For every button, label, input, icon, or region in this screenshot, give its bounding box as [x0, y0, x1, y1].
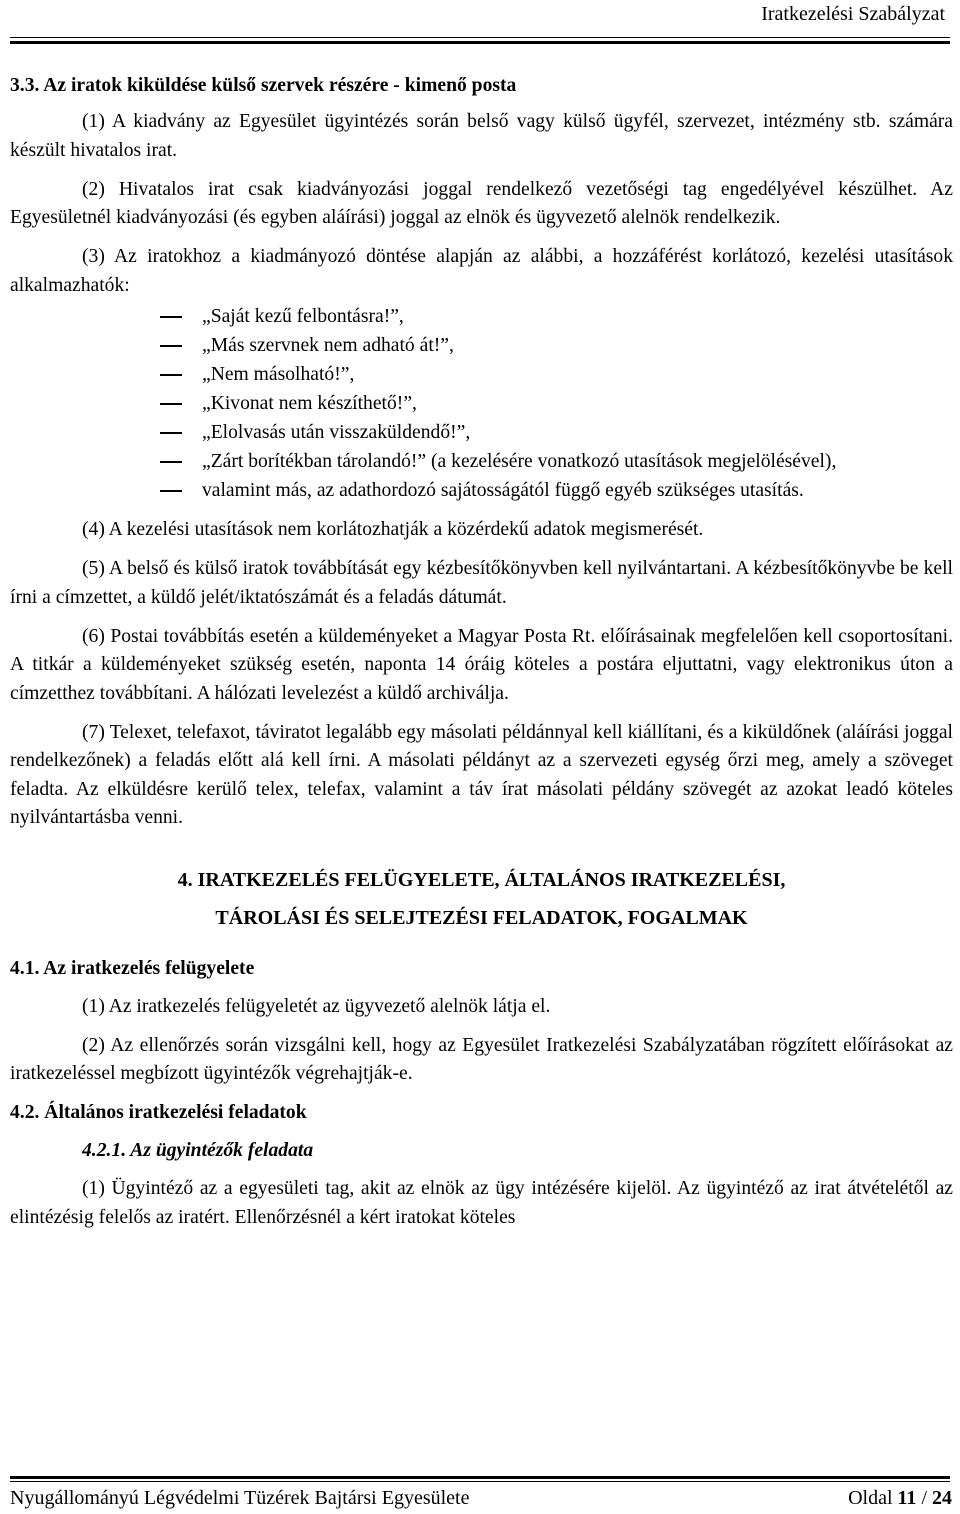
page-total: 24 [932, 1487, 952, 1509]
paragraph-3-3-7: (7) Telexet, telefaxot, táviratot legalább egy másolati példánnyal kell kiállítani, és a kiküldőnek (aláírási joggal rendelkezőnek) a feladás előtt alá kell írni. A másolati példányt az a szervezeti egység őrzi meg, amely a szöveget feladta. Az elküldésre kerülő telex, telefax, valamint a táv írat másolati példány szövegét az azokat leadó köteles nyilvántartásba venni. [10, 721, 953, 828]
subsection-heading-4-2-1: 4.2.1. Az ügyintézők feladata [82, 1140, 314, 1161]
paragraph-4-2-1-1: (1) Ügyintéző az a egyesületi tag, akit az elnök az ügy intézésére kijelöl. Az ügyintéző az irat átvételétől az elintézésig felelős az iratért. Ellenőrzésnél a kért iratokat köteles [10, 1178, 953, 1228]
section-heading-4-2: 4.2. Általános iratkezelési feladatok [10, 1102, 307, 1123]
running-header: Iratkezelési Szabályzat [761, 3, 945, 25]
paragraph-3-3-5: (5) A belső és külső iratok továbbítását egy kézbesítőkönyvben kell nyilvántartani. A kézbesítőkönyvbe be kell írni a címzettet, a küldő jelét/iktatószámát és a feladás dátumát. [10, 558, 953, 608]
list-item: „Nem másolható!”, [202, 360, 953, 389]
list-item: valamint más, az adathordozó sajátosságától függő egyéb szükséges utasítás. [202, 476, 953, 505]
paragraph-3-3-1: (1) A kiadvány az Egyesület ügyintézés során belső vagy külső ügyfél, szervezet, intézmény stb. számára készült hivatalos irat. [10, 111, 953, 161]
paragraph-4-1-1: (1) Az iratkezelés felügyeletét az ügyvezető alelnök látja el. [82, 995, 551, 1017]
page-current: 11 [897, 1487, 917, 1509]
list-item: „Kivonat nem készíthető!”, [202, 389, 953, 418]
list-item: „Más szervnek nem adható át!”, [202, 331, 953, 360]
page-body [10, 72, 953, 1243]
chapter-heading-line-2: TÁROLÁSI ÉS SELEJTEZÉSI FELADATOK, FOGALMAK [215, 906, 748, 929]
paragraph-3-3-3: (3) Az iratokhoz a kiadmányozó döntése alapján az alábbi, a hozzáférést korlátozó, kezelési utasítások alkalmazhatók: [10, 246, 953, 296]
list-item: „Zárt borítékban tárolandó!” (a kezelésére vonatkozó utasítások megjelölésével), [202, 447, 953, 476]
chapter-heading-4 [10, 861, 953, 937]
section-heading-3-3: 3.3. Az iratok kiküldése külső szervek részére - kimenő posta [10, 75, 517, 96]
footer-rule-thin [10, 1481, 950, 1482]
page-label: Oldal [848, 1487, 893, 1509]
list-item: „Saját kezű felbontásra!”, [202, 302, 953, 331]
handling-instructions-list [10, 302, 953, 505]
chapter-heading-line-1: 4. IRATKEZELÉS FELÜGYELETE, ÁLTALÁNOS IRATKEZELÉSI, [177, 868, 786, 891]
paragraph-3-3-4: (4) A kezelési utasítások nem korlátozhatják a közérdekű adatok megismerését. [82, 519, 704, 540]
section-heading-4-1: 4.1. Az iratkezelés felügyelete [10, 957, 255, 979]
paragraph-3-3-6: (6) Postai továbbítás esetén a küldeményeket a Magyar Posta Rt. előírásainak megfelelően kell csoportosítani. A titkár a küldeményeket szükség esetén, naponta 14 óráig köteles a postára eljuttatni, vagy elektronikus úton a címzetthez továbbítani. A hálózati levelezést a küldő archiválja. [10, 625, 953, 704]
footer-organization: Nyugállományú Légvédelmi Tüzérek Bajtársi Egyesülete [10, 1487, 470, 1509]
header-rule-thick [10, 41, 950, 44]
page-number [848, 1487, 952, 1510]
paragraph-4-1-2: (2) Az ellenőrzés során vizsgálni kell, hogy az Egyesület Iratkezelési Szabályzatában rögzített előírásokat az iratkezeléssel megbízott ügyintézők végrehajtják-e. [10, 1034, 953, 1084]
paragraph-3-3-2: (2) Hivatalos irat csak kiadványozási joggal rendelkező vezetőségi tag engedélyével készülhet. Az Egyesületnél kiadványozási (és egyben aláírási) joggal az elnök és ügyvezető alelnök rendelkezik. [10, 178, 953, 228]
header-rule-thin [10, 37, 950, 38]
page-separator: / [921, 1487, 927, 1509]
footer-rule-thick [10, 1476, 950, 1479]
list-item: „Elolvasás után visszaküldendő!”, [202, 418, 953, 447]
